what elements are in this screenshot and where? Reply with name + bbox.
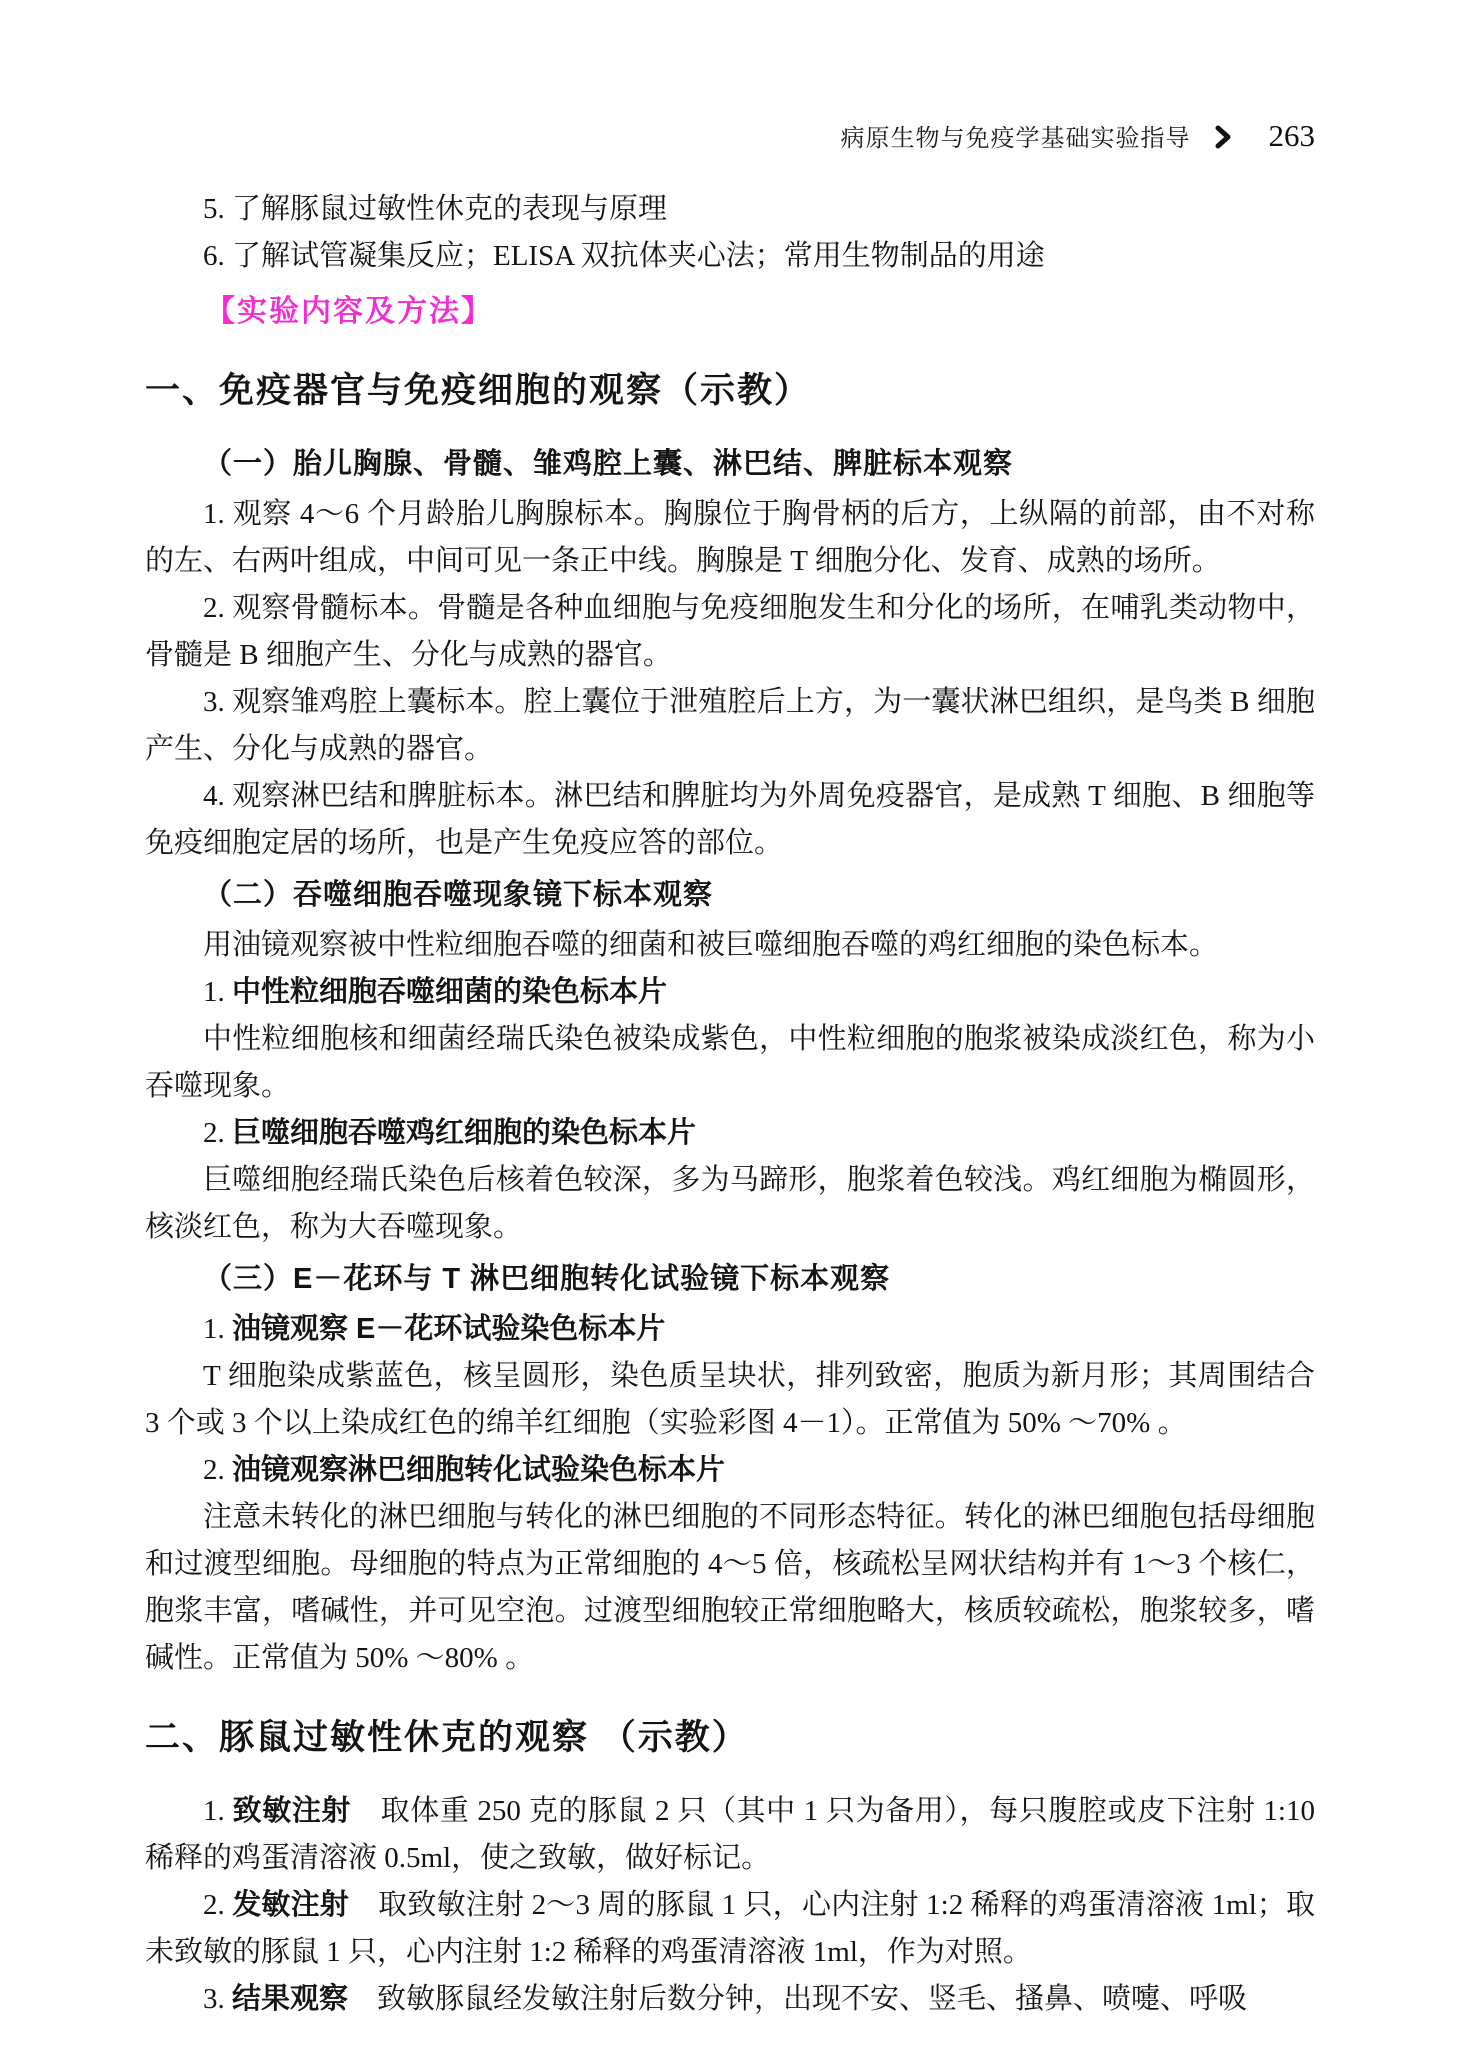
text-run: 2. 观察骨髓标本。骨髓是各种血细胞与免疫细胞发生和分化的场所，在哺乳类动物中，骨髓是 B 细胞产生、分化与成熟的器官。 <box>145 592 1315 671</box>
paragraph <box>145 1976 1315 2023</box>
paragraph <box>145 1788 1315 1882</box>
paragraph <box>145 1110 1315 1157</box>
paragraph <box>145 585 1315 679</box>
subsection-heading <box>145 1256 1315 1303</box>
text-run: 致敏注射 <box>232 1795 352 1827</box>
text-run: 6. 了解试管凝集反应；ELISA 双抗体夹心法；常用生物制品的用途 <box>203 240 1045 272</box>
text-run: 1. <box>203 976 232 1008</box>
text-run: 二、豚鼠过敏性休克的观察 （示教） <box>145 1718 749 1757</box>
text-run: 取致敏注射 2～3 周的豚鼠 1 只，心内注射 1:2 稀释的鸡蛋清溶液 1ml；取未致敏的豚鼠 1 只，心内注射 1:2 稀释的鸡蛋清溶液 1ml，作为对照。 <box>145 1889 1315 1968</box>
text-run: 取体重 250 克的豚鼠 2 只（其中 1 只为备用），每只腹腔或皮下注射 1:10稀释的鸡蛋清溶液 0.5ml，使之致敏，做好标记。 <box>145 1795 1315 1874</box>
document-body <box>145 186 1315 2023</box>
paragraph <box>145 1353 1315 1447</box>
text-run: 巨噬细胞吞噬鸡红细胞的染色标本片 <box>232 1117 697 1149</box>
paragraph <box>145 1494 1315 1682</box>
text-run: 用油镜观察被中性粒细胞吞噬的细菌和被巨噬细胞吞噬的鸡红细胞的染色标本。 <box>203 929 1219 961</box>
text-run: 巨噬细胞经瑞氏染色后核着色较深，多为马蹄形，胞浆着色较浅。鸡红细胞为椭圆形，核淡红色，称为大吞噬现象。 <box>145 1164 1315 1243</box>
text-run: 1. 观察 4～6 个月龄胎儿胸腺标本。胸腺位于胸骨柄的后方，上纵隔的前部，由不对称的左、右两叶组成，中间可见一条正中线。胸腺是 T 细胞分化、发育、成熟的场所。 <box>145 498 1315 577</box>
text-run: 一、免疫器官与免疫细胞的观察（示教） <box>145 371 812 410</box>
paragraph <box>145 679 1315 773</box>
text-run: （三）E－花环与 T 淋巴细胞转化试验镜下标本观察 <box>203 1263 891 1295</box>
subsection-heading <box>145 441 1315 488</box>
text-run: 5. 了解豚鼠过敏性休克的表现与原理 <box>203 193 668 225</box>
list-item <box>145 186 1315 233</box>
text-run: （二）吞噬细胞吞噬现象镜下标本观察 <box>203 879 714 911</box>
text-run: T 细胞染成紫蓝色，核呈圆形，染色质呈块状，排列致密，胞质为新月形；其周围结合 3 个或 3 个以上染成红色的绵羊红细胞（实验彩图 4－1）。正常值为 50% ～70% 。 <box>145 1360 1315 1439</box>
chevron-right-icon <box>1213 125 1233 154</box>
text-run: 2. <box>203 1117 232 1149</box>
text-run: 3. 观察雏鸡腔上囊标本。腔上囊位于泄殖腔后上方，为一囊状淋巴组织，是鸟类 B 细胞产生、分化与成熟的器官。 <box>145 686 1315 765</box>
paragraph <box>145 1882 1315 1976</box>
text-run: 2. <box>203 1889 233 1921</box>
paragraph <box>145 969 1315 1016</box>
running-head-title: 病原生物与免疫学基础实验指导 <box>840 125 1191 152</box>
paragraph <box>145 1157 1315 1251</box>
text-run: 【实验内容及方法】 <box>205 295 493 328</box>
list-item <box>145 233 1315 280</box>
text-run: 中性粒细胞核和细菌经瑞氏染色被染成紫色，中性粒细胞的胞浆被染成淡红色，称为小吞噬现象。 <box>145 1023 1315 1102</box>
paragraph <box>145 922 1315 969</box>
section-heading <box>145 365 1315 417</box>
text-run: 油镜观察淋巴细胞转化试验染色标本片 <box>232 1454 726 1486</box>
paragraph <box>145 1306 1315 1353</box>
text-run: 4. 观察淋巴结和脾脏标本。淋巴结和脾脏均为外周免疫器官，是成熟 T 细胞、B 细胞等免疫细胞定居的场所，也是产生免疫应答的部位。 <box>145 780 1315 859</box>
paragraph <box>145 1016 1315 1110</box>
text-run: 中性粒细胞吞噬细菌的染色标本片 <box>232 976 668 1008</box>
text-run: 结果观察 <box>232 1983 349 2015</box>
text-run: 发敏注射 <box>232 1889 349 1921</box>
text-run: 油镜观察 E－花环试验染色标本片 <box>232 1313 666 1345</box>
paragraph <box>145 1447 1315 1494</box>
text-run: 1. <box>203 1795 233 1827</box>
paragraph <box>145 491 1315 585</box>
text-run: 3. <box>203 1983 232 2015</box>
text-run: （一）胎儿胸腺、骨髓、雏鸡腔上囊、淋巴结、脾脏标本观察 <box>203 448 1014 480</box>
running-head <box>145 118 1315 160</box>
paragraph <box>145 773 1315 867</box>
text-run: 致敏豚鼠经发敏注射后数分钟，出现不安、竖毛、搔鼻、喷嚏、呼吸 <box>348 1983 1248 2015</box>
text-run: 2. <box>203 1454 232 1486</box>
method-heading <box>145 288 1315 335</box>
text-run: 1. <box>203 1313 232 1345</box>
subsection-heading <box>145 872 1315 919</box>
section-heading <box>145 1712 1315 1764</box>
page-number: 263 <box>1268 118 1315 153</box>
text-run: 注意未转化的淋巴细胞与转化的淋巴细胞的不同形态特征。转化的淋巴细胞包括母细胞和过渡型细胞。母细胞的特点为正常细胞的 4～5 倍，核疏松呈网状结构并有 1～3 个核仁，胞浆丰富，嗜碱性，并可见空泡。过渡型细胞较正常细胞略大，核质较疏松，胞浆较多，嗜碱性。正常值为 50% ～80% 。 <box>145 1501 1315 1674</box>
